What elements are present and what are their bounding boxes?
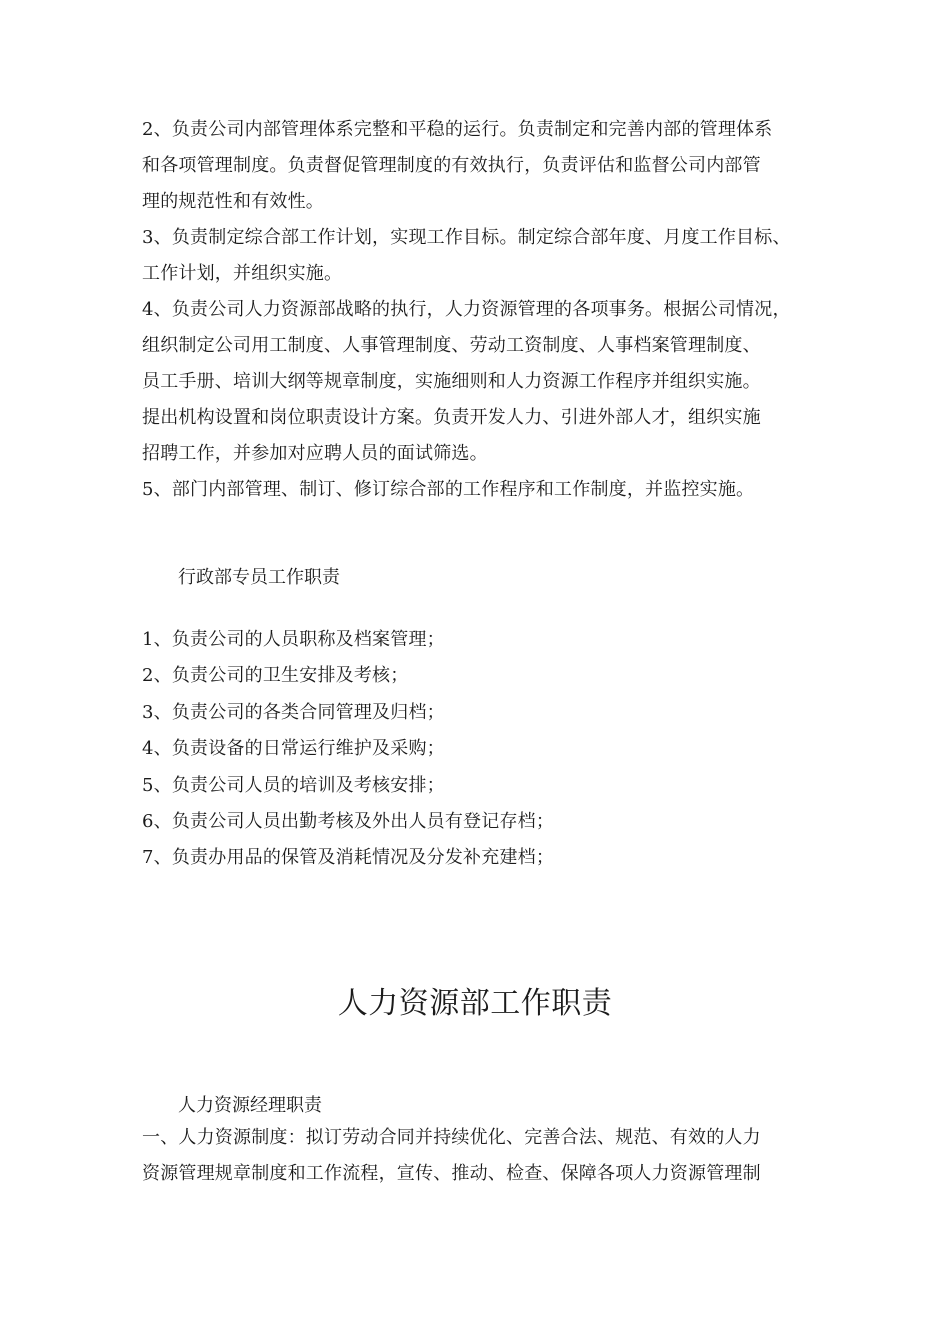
list-item: 3、负责公司的各类合同管理及归档；	[142, 701, 445, 723]
text-line: 5、部门内部管理、制订、修订综合部的工作程序和工作制度，并监控实施。	[142, 479, 755, 500]
text-line: 工作计划，并组织实施。	[142, 263, 343, 284]
text-line: 员工手册、培训大纲等规章制度，实施细则和人力资源工作程序并组织实施。	[142, 371, 761, 392]
text-line: 和各项管理制度。负责督促管理制度的有效执行，负责评估和监督公司内部管	[142, 155, 761, 176]
list-item: 6、负责公司人员出勤考核及外出人员有登记存档；	[142, 810, 555, 832]
text-line: 2、负责公司内部管理体系完整和平稳的运行。负责制定和完善内部的管理体系	[142, 119, 773, 140]
text-line: 招聘工作，并参加对应聘人员的面试筛选。	[142, 443, 488, 464]
text-line: 组织制定公司用工制度、人事管理制度、劳动工资制度、人事档案管理制度、	[142, 335, 761, 356]
list-item: 7、负责办用品的保管及消耗情况及分发补充建档；	[142, 847, 555, 869]
hr-duties-paragraphs	[142, 1120, 832, 1192]
list-item: 5、负责公司人员的培训及考核安排；	[142, 774, 445, 796]
text-line: 3、负责制定综合部工作计划，实现工作目标。制定综合部年度、月度工作目标、	[142, 227, 791, 248]
hr-section-title: 人力资源部工作职责	[337, 986, 613, 1021]
text-line: 理的规范性和有效性。	[142, 191, 324, 212]
text-line: 资源管理规章制度和工作流程，宣传、推动、检查、保障各项人力资源管理制	[142, 1163, 761, 1184]
admin-duties-list	[142, 622, 832, 877]
admin-section-heading: 行政部专员工作职责	[178, 567, 340, 588]
text-line: 一、人力资源制度：拟订劳动合同并持续优化、完善合法、规范、有效的人力	[142, 1127, 761, 1148]
hr-manager-heading: 人力资源经理职责	[178, 1095, 322, 1116]
list-item: 2、负责公司的卫生安排及考核；	[142, 665, 409, 687]
list-item: 4、负责设备的日常运行维护及采购；	[142, 738, 445, 760]
list-item: 1、负责公司的人员职称及档案管理；	[142, 629, 445, 650]
text-line: 4、负责公司人力资源部战略的执行，人力资源管理的各项事务。根据公司情况，	[142, 299, 791, 320]
general-duties-paragraphs	[142, 112, 832, 508]
text-line: 提出机构设置和岗位职责设计方案。负责开发人力、引进外部人才，组织实施	[142, 407, 761, 428]
